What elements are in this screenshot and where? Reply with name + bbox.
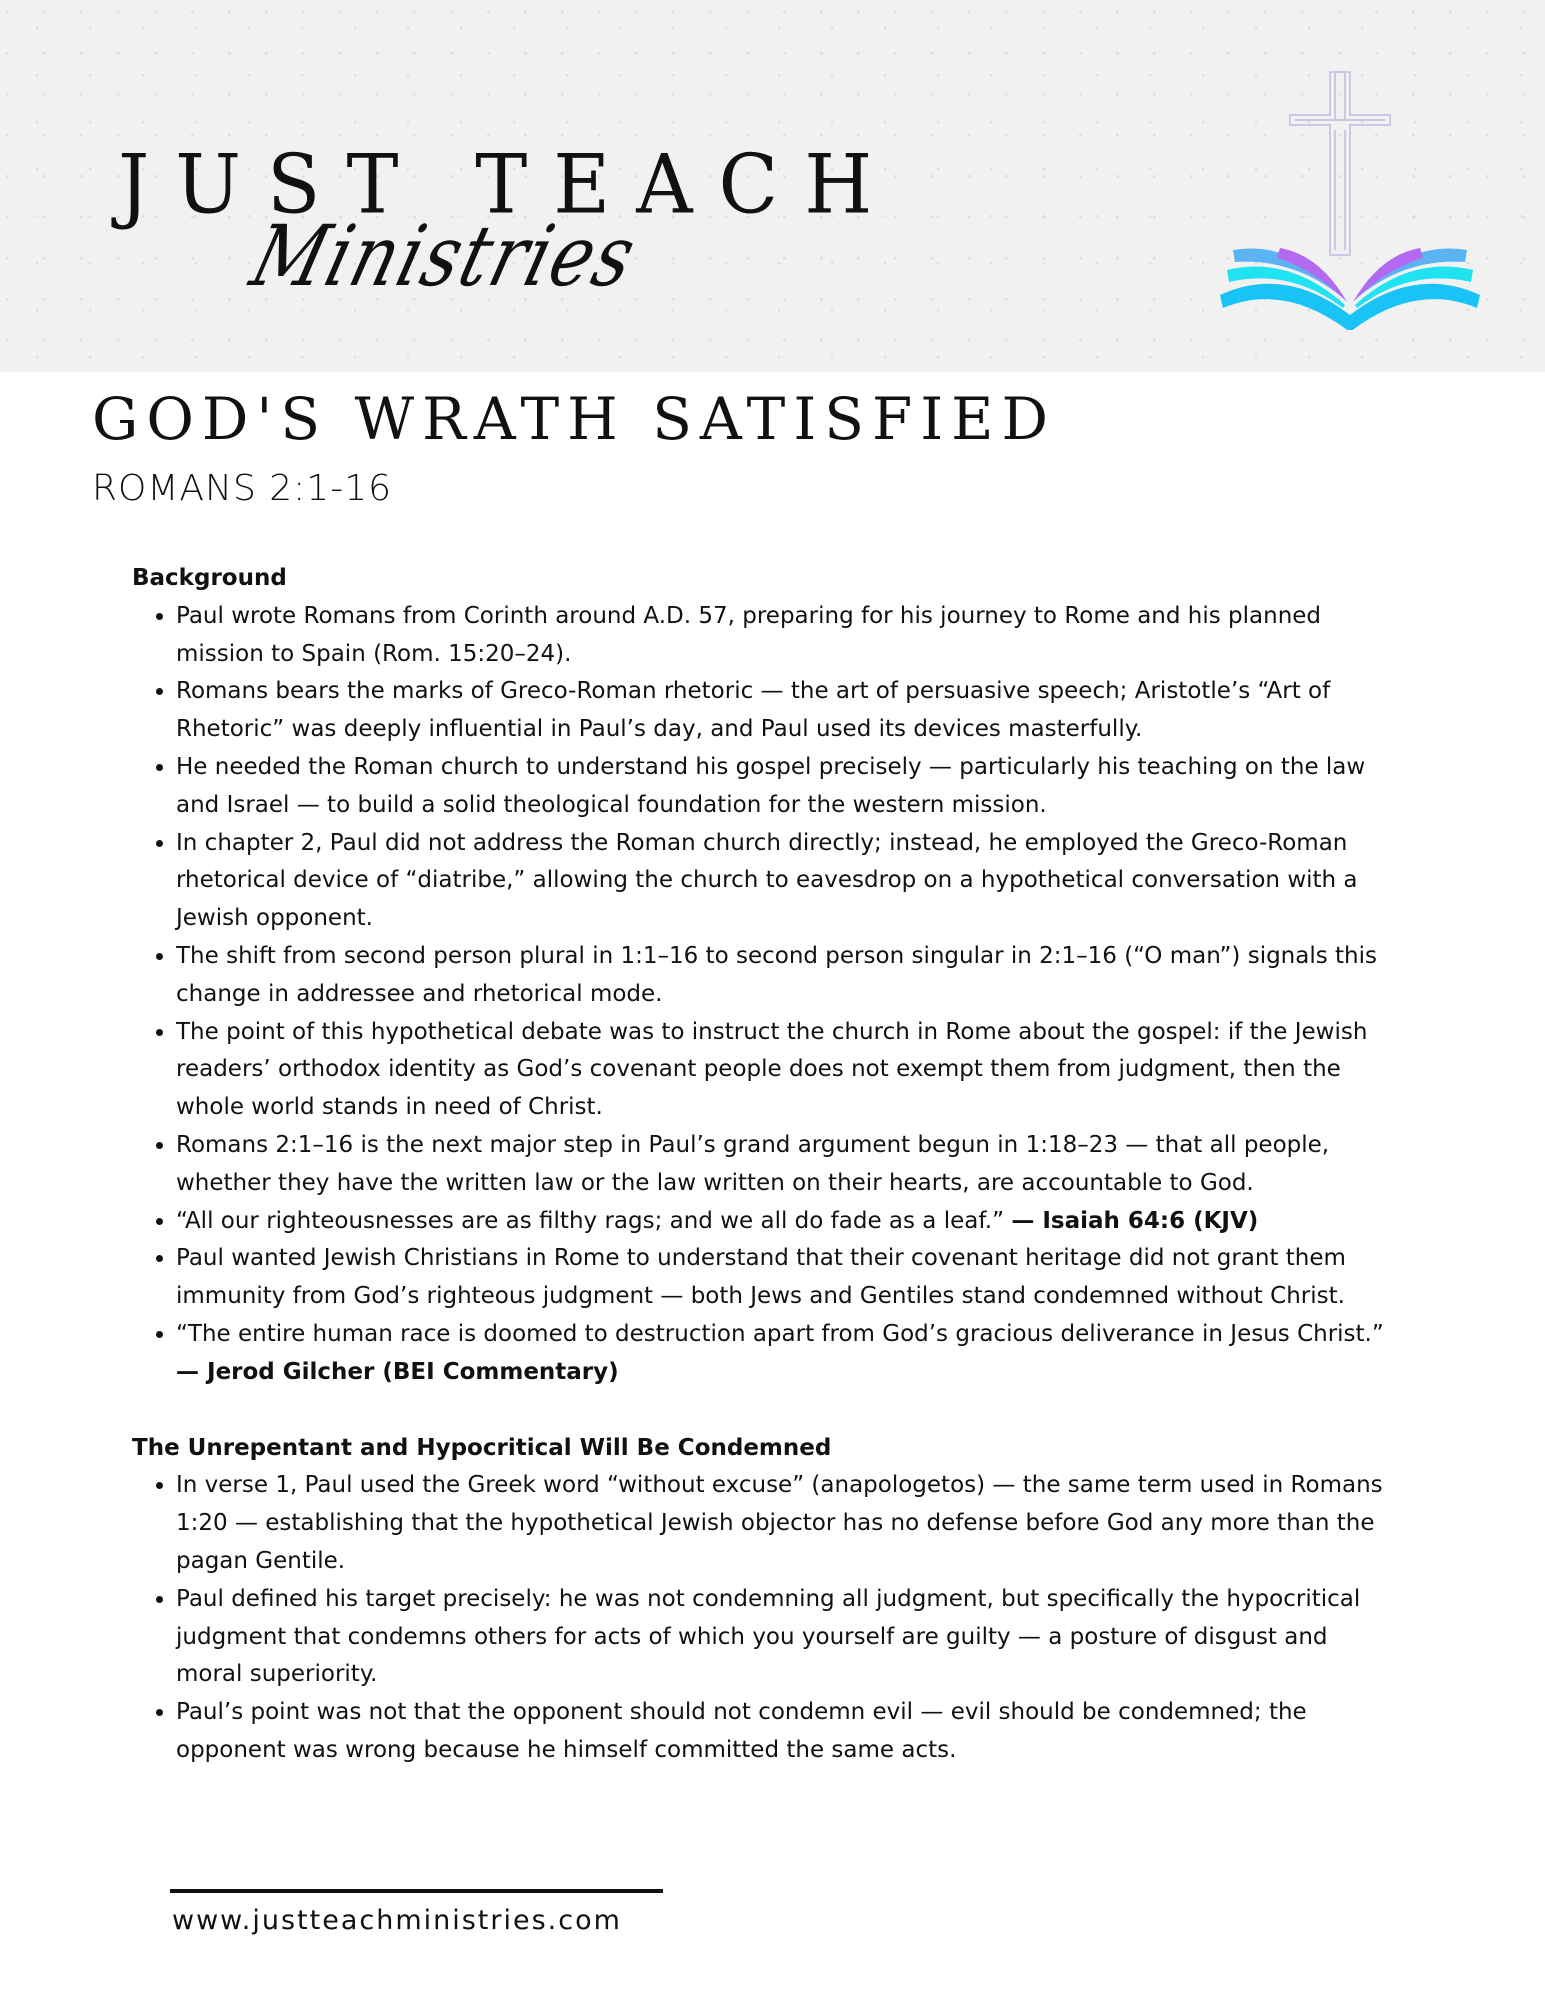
section-heading: Background bbox=[132, 565, 287, 591]
header-banner bbox=[0, 0, 1545, 372]
logo-text: JUST TEACH bbox=[118, 137, 899, 233]
list-item bbox=[176, 1014, 1392, 1127]
list-item bbox=[176, 1240, 1392, 1316]
citation: — Jerod Gilcher (BEI Commentary) bbox=[176, 1358, 619, 1385]
list-item bbox=[176, 673, 1392, 749]
footer-url: www.justteachministries.com bbox=[172, 1905, 622, 1936]
item-text: Paul wanted Jewish Christians in Rome to understand that their covenant heritage did not grant them immunity from God’s righteous judgment — both Jews and Gentiles stand condemned without Christ. bbox=[176, 1245, 1346, 1310]
item-text: Paul wrote Romans from Corinth around A.D. 57, preparing for his journey to Rome and his planned mission to Spain (Rom. 15:20–24). bbox=[176, 602, 1322, 667]
content bbox=[132, 560, 1392, 1770]
item-text: “The entire human race is doomed to destruction apart from God’s gracious deliverance in Jesus Christ.” bbox=[176, 1320, 1384, 1347]
list-item bbox=[176, 598, 1392, 674]
list-item bbox=[176, 938, 1392, 1014]
page-subtitle: ROMANS 2:1-16 bbox=[92, 468, 392, 509]
list-item bbox=[176, 1467, 1392, 1580]
list-item bbox=[176, 825, 1392, 938]
footer-divider bbox=[170, 1889, 663, 1893]
page-title: GOD'S WRATH SATISFIED bbox=[92, 385, 1056, 453]
item-text: Paul defined his target precisely: he was not condemning all judgment, but specifically the hypocritical judgment that condemns others for acts of which you yourself are guilty — a posture of disgust and moral superiority. bbox=[176, 1585, 1361, 1688]
list-item bbox=[176, 1316, 1392, 1392]
citation: — Isaiah 64:6 (KJV) bbox=[1011, 1207, 1259, 1234]
item-text: He needed the Roman church to understand his gospel precisely — particularly his teaching on the law and Israel — to build a solid theological foundation for the western mission. bbox=[176, 753, 1366, 818]
bullet-list bbox=[132, 598, 1392, 1392]
item-text: In verse 1, Paul used the Greek word “without excuse” (anapologetos) — the same term used in Romans 1:20 — establishing that the hypothetical Jewish objector has no defense before God any more than the pagan Gentile. bbox=[176, 1472, 1383, 1574]
logo-script-text: Ministries bbox=[241, 206, 647, 306]
item-text: Romans bears the marks of Greco-Roman rhetoric — the art of persuasive speech; Aristotle’s “Art of Rhetoric” was deeply influential in Paul’s day, and Paul used its devices masterfully. bbox=[176, 678, 1331, 743]
list-item bbox=[176, 1694, 1392, 1770]
item-text: Romans 2:1–16 is the next major step in Paul’s grand argument begun in 1:18–23 — that all people, whether they have the written law or the law written on their hearts, are accountable to God. bbox=[176, 1131, 1330, 1196]
item-text: The point of this hypothetical debate was to instruct the church in Rome about the gospel: if the Jewish readers’ orthodox identity as God’s covenant people does not exempt them from judgment, then the whole world stands in need of Christ. bbox=[176, 1018, 1368, 1121]
item-text: “All our righteousnesses are as filthy rags; and we all do fade as a leaf.” bbox=[176, 1207, 1012, 1234]
list-item bbox=[176, 1203, 1392, 1241]
list-item bbox=[176, 1581, 1392, 1694]
list-item bbox=[176, 1127, 1392, 1203]
item-text: Paul’s point was not that the opponent should not condemn evil — evil should be condemned; the opponent was wrong because he himself committed the same acts. bbox=[176, 1699, 1307, 1763]
list-item bbox=[176, 749, 1392, 825]
item-text: In chapter 2, Paul did not address the Roman church directly; instead, he employed the Greco-Roman rhetorical device of “diatribe,” allowing the church to eavesdrop on a hypothetical conversation with a Jewish opponent. bbox=[176, 829, 1358, 932]
bullet-list bbox=[132, 1467, 1392, 1769]
section-heading: The Unrepentant and Hypocritical Will Be Condemned bbox=[132, 1434, 832, 1461]
item-text: The shift from second person plural in 1:1–16 to second person singular in 2:1–16 (“O man”) signals this change in addressee and rhetorical mode. bbox=[176, 942, 1378, 1007]
cross-bible-icon bbox=[1215, 70, 1485, 330]
